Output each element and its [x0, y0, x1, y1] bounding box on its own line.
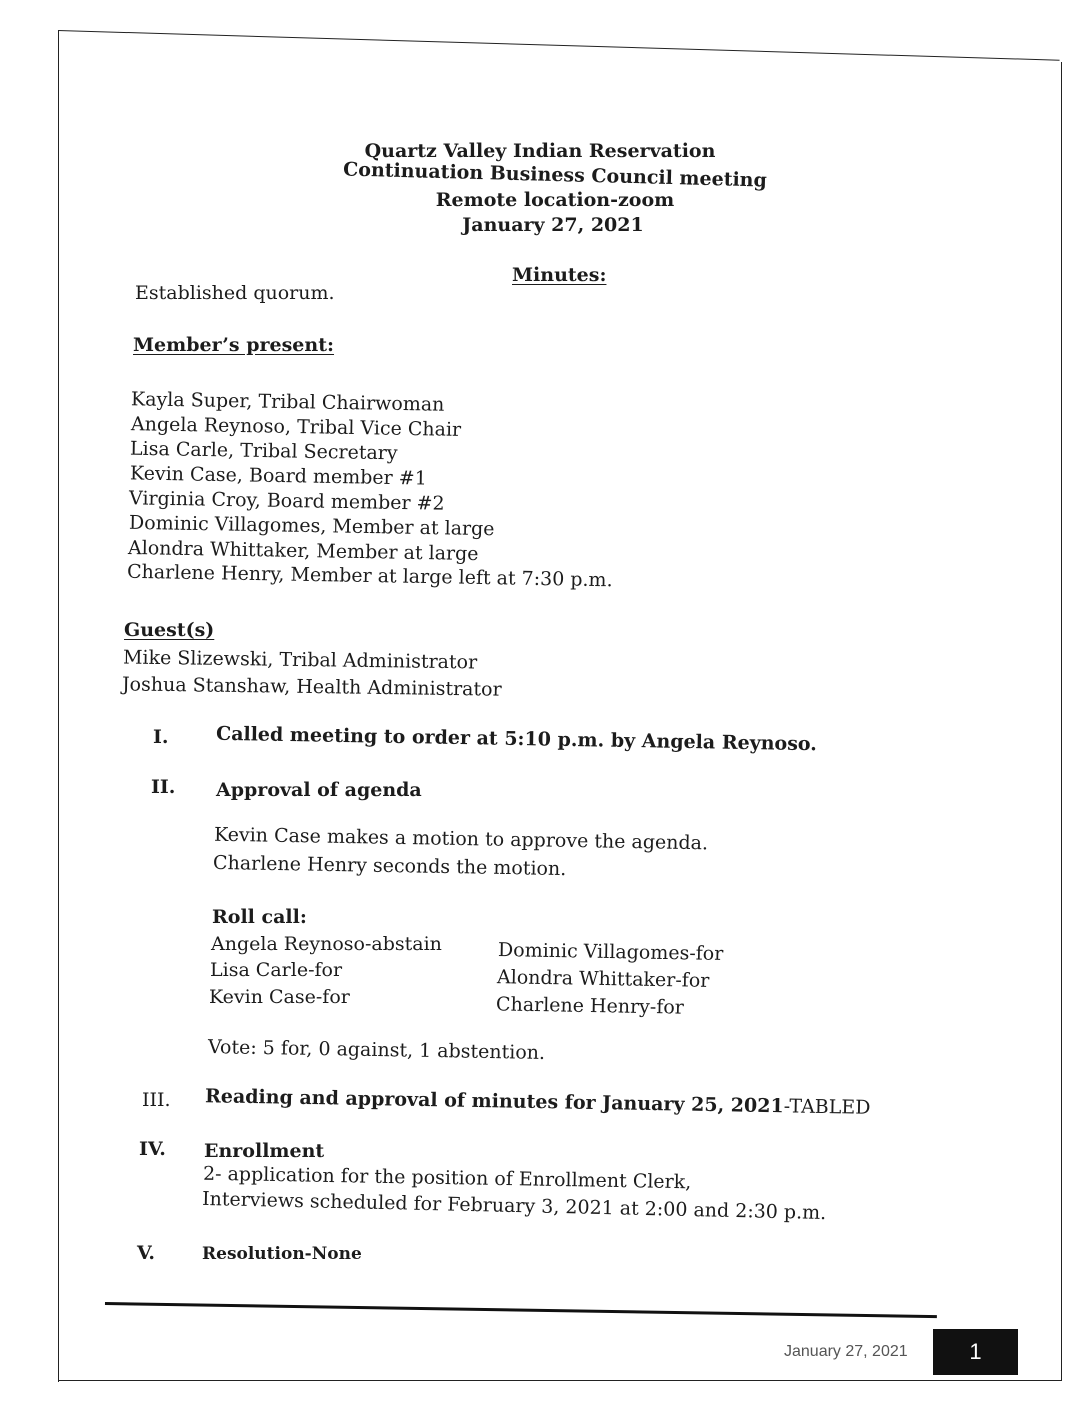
quorum-text: Established quorum. [135, 282, 335, 304]
member-item: Lisa Carle, Tribal Secretary [129, 437, 398, 465]
member-item: Kevin Case, Board member #1 [129, 462, 427, 490]
page-border-right [1061, 62, 1062, 1380]
member-item: Alondra Whittaker, Member at large [127, 536, 479, 566]
member-item: Angela Reynoso, Tribal Vice Chair [130, 413, 462, 441]
enrollment-line: 2- application for the position of Enrollment Clerk, [202, 1162, 692, 1194]
members-heading: Member’s present: [133, 334, 335, 356]
vote-result: Vote: 5 for, 0 against, 1 abstention. [207, 1036, 546, 1064]
item-number: IV. [139, 1138, 166, 1160]
item-number: II. [151, 776, 176, 798]
motion-text: Kevin Case makes a motion to approve the agenda. [213, 823, 709, 855]
page-border-bottom [58, 1380, 1062, 1381]
header-location: Remote location-zoom [435, 189, 675, 211]
roll-call-entry: Lisa Carle-for [210, 959, 343, 981]
member-item: Kayla Super, Tribal Chairwoman [130, 388, 445, 416]
roll-call-entry: Dominic Villagomes-for [497, 939, 724, 965]
roll-call-entry: Angela Reynoso-abstain [211, 933, 442, 955]
page-border-top [58, 30, 1060, 61]
item-title [205, 1087, 871, 1118]
guest-item: Mike Slizewski, Tribal Administrator [122, 646, 478, 674]
footer-rule [105, 1302, 937, 1318]
item-number: V. [137, 1242, 156, 1264]
footer-date: January 27, 2021 [784, 1343, 908, 1360]
enrollment-line: Interviews scheduled for February 3, 2021 at 2:00 and 2:30 p.m. [201, 1187, 827, 1225]
roll-call-entry: Kevin Case-for [209, 986, 350, 1008]
roll-call-label: Roll call: [212, 906, 307, 928]
member-item: Dominic Villagomes, Member at large [128, 511, 495, 541]
member-item: Virginia Croy, Board member #2 [128, 487, 445, 515]
member-item: Charlene Henry, Member at large left at 7:30 p.m. [126, 560, 613, 592]
item-title: Enrollment [204, 1140, 325, 1162]
item-status: -TABLED [783, 1095, 871, 1119]
header-date: January 27, 2021 [462, 214, 644, 236]
roll-call-entry: Alondra Whittaker-for [496, 966, 710, 992]
item-number: III. [142, 1089, 171, 1111]
item-title: Approval of agenda [216, 779, 422, 801]
second-text: Charlene Henry seconds the motion. [212, 851, 567, 881]
guests-heading: Guest(s) [124, 619, 215, 641]
header-meeting: Continuation Business Council meeting [342, 158, 768, 192]
item-title: Resolution-None [202, 1244, 362, 1264]
guest-item: Joshua Stanshaw, Health Administrator [121, 673, 502, 701]
minutes-label: Minutes: [512, 264, 607, 286]
header-org: Quartz Valley Indian Reservation [364, 140, 716, 162]
item-number: I. [153, 726, 169, 748]
item-title-main: Reading and approval of minutes for January 25, 2021 [204, 1085, 784, 1118]
roll-call-entry: Charlene Henry-for [495, 993, 685, 1019]
page-border-left [58, 30, 59, 1382]
item-title: Called meeting to order at 5:10 p.m. by Angela Reynoso. [215, 722, 818, 756]
page-number: 1 [933, 1329, 1018, 1375]
